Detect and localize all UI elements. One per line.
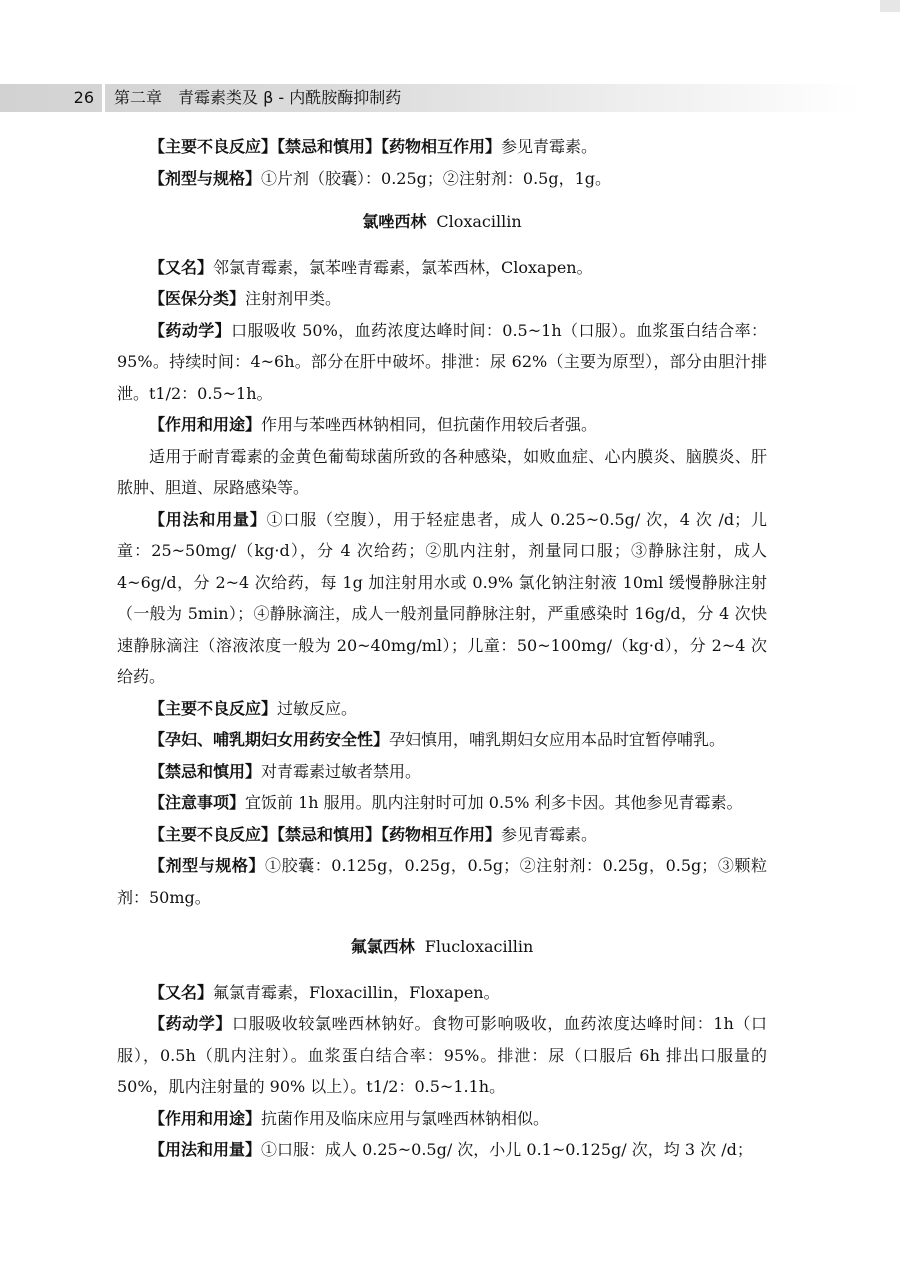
paragraph-indication: 适用于耐青霉素的金黄色葡萄球菌所致的各种感染，如败血症、心内膜炎、脑膜炎、肝脓肿、胆道、尿路感染等。: [117, 446, 767, 497]
section-label: 【药动学】: [149, 1014, 232, 1033]
paragraph-usage: [117, 504, 767, 693]
drug-title-en: Cloxacillin: [436, 212, 522, 231]
section-text: 孕妇慎用，哺乳期妇女应用本品时宜暂停哺乳。: [389, 730, 726, 749]
paragraph-dosage-form: [117, 850, 767, 913]
section-label: 【作用和用途】: [149, 1108, 262, 1128]
paragraph-adverse: [117, 693, 767, 725]
section-text: 抗菌作用及临床应用与氯唑西林钠相似。: [261, 1108, 550, 1128]
section-text: 对青霉素过敏者禁用。: [261, 761, 422, 781]
page-body: [117, 131, 767, 1166]
drug-title-cn: 氯唑西林: [362, 212, 427, 231]
section-text: ①口服：成人 0.25~0.5g/ 次，小儿 0.1~0.125g/ 次，均 3 次 /d；: [261, 1140, 753, 1159]
section-label: 【作用和用途】: [149, 415, 262, 434]
paragraph-alias: [117, 252, 767, 284]
paragraph-misc: [117, 819, 767, 851]
paragraph-action: [117, 409, 767, 441]
drug-title-cloxacillin: [117, 206, 767, 238]
section-label: 【剂型与规格】: [149, 856, 265, 875]
section-label: 【禁忌和慎用】: [149, 761, 262, 781]
drug-title-en: Flucloxacillin: [424, 937, 534, 956]
section-text: 宜饭前 1h 服用。肌内注射时可加 0.5% 利多卡因。其他参见青霉素。: [245, 793, 743, 812]
section-label: 【医保分类】: [149, 289, 246, 308]
drug-title-flucloxacillin: [117, 931, 767, 963]
section-label: 【用法和用量】: [149, 509, 267, 529]
section-text: 口服吸收 50%，血药浓度达峰时间：0.5~1h（口服）。血浆蛋白结合率：95%。持续时间：4~6h。部分在肝中破坏。排泄：尿 62%（主要为原型），部分由胆汁排泄。t1/2：0.5~1h。: [117, 320, 767, 403]
section-text: 氟氯青霉素，Floxacillin，Floxapen。: [213, 982, 500, 1002]
section-label: 【又名】: [149, 257, 214, 277]
paragraph-action: [117, 1103, 767, 1135]
section-label: 【主要不良反应】: [149, 698, 278, 718]
section-text: 口服吸收较氯唑西林钠好。食物可影响吸收，血药浓度达峰时间：1h（口服），0.5h（肌内注射）。血浆蛋白结合率：95%。排泄：尿（口服后 6h 排出口服量的 50%，肌内注射量的 90% 以上）。t1/2：0.5~1.1h。: [117, 1014, 767, 1096]
section-label: 【注意事项】: [149, 793, 246, 812]
section-text: 注射剂甲类。: [245, 289, 342, 308]
paragraph-dosage-form: [117, 163, 767, 195]
section-label: 【主要不良反应】【禁忌和慎用】【药物相互作用】: [149, 137, 502, 156]
drug-title-cn: 氟氯西林: [350, 937, 415, 956]
paragraph-notes: [117, 787, 767, 819]
section-label: 【主要不良反应】【禁忌和慎用】【药物相互作用】: [149, 824, 502, 844]
section-text: 过敏反应。: [277, 698, 358, 718]
paragraph-pharmacokinetics: [117, 315, 767, 410]
paragraph-pharmacokinetics: [117, 1008, 767, 1103]
section-label: 【用法和用量】: [149, 1140, 262, 1159]
paragraph-insurance: [117, 283, 767, 315]
section-text: ①胶囊：0.125g，0.25g，0.5g；②注射剂：0.25g，0.5g；③颗粒剂：50mg。: [117, 856, 767, 907]
header-divider: [102, 84, 105, 112]
section-label: 【剂型与规格】: [149, 168, 262, 188]
chapter-title: 第二章 青霉素类及 β - 内酰胺酶抑制药: [114, 88, 402, 107]
section-label: 【药动学】: [149, 320, 232, 340]
section-text: 参见青霉素。: [501, 137, 598, 156]
section-label: 【孕妇、哺乳期妇女用药安全性】: [149, 730, 390, 749]
paragraph-contraindication: [117, 756, 767, 788]
paragraph-misc: [117, 131, 767, 163]
paragraph-usage: [117, 1134, 767, 1166]
page-corner-mark: [880, 0, 900, 12]
page-number: 26: [73, 88, 94, 107]
section-text: 作用与苯唑西林钠相同，但抗菌作用较后者强。: [261, 415, 598, 434]
section-text: 参见青霉素。: [501, 824, 598, 844]
section-text: 邻氯青霉素，氯苯唑青霉素，氯苯西林，Cloxapen。: [213, 257, 593, 277]
section-text: ①口服（空腹），用于轻症患者，成人 0.25~0.5g/ 次，4 次 /d；儿童：25~50mg/（kg·d），分 4 次给药；②肌内注射，剂量同口服；③静脉注射，成人 4~6g/d，分 2~4 次给药，每 1g 加注射用水或 0.9% 氯化钠注射液 10ml 缓慢静脉注射（一般为 5min）；④静脉滴注，成人一般剂量同静脉注射，严重感染时 16g/d，分 4 次快速静脉滴注（溶液浓度一般为 20~40mg/ml）；儿童：50~100mg/（kg·d），分 2~4 次给药。: [117, 509, 767, 686]
paragraph-pregnancy: [117, 724, 767, 756]
section-label: 【又名】: [149, 982, 214, 1002]
section-text: ①片剂（胶囊）：0.25g；②注射剂：0.5g，1g。: [261, 168, 611, 188]
running-header: [0, 84, 900, 112]
paragraph-alias: [117, 977, 767, 1009]
